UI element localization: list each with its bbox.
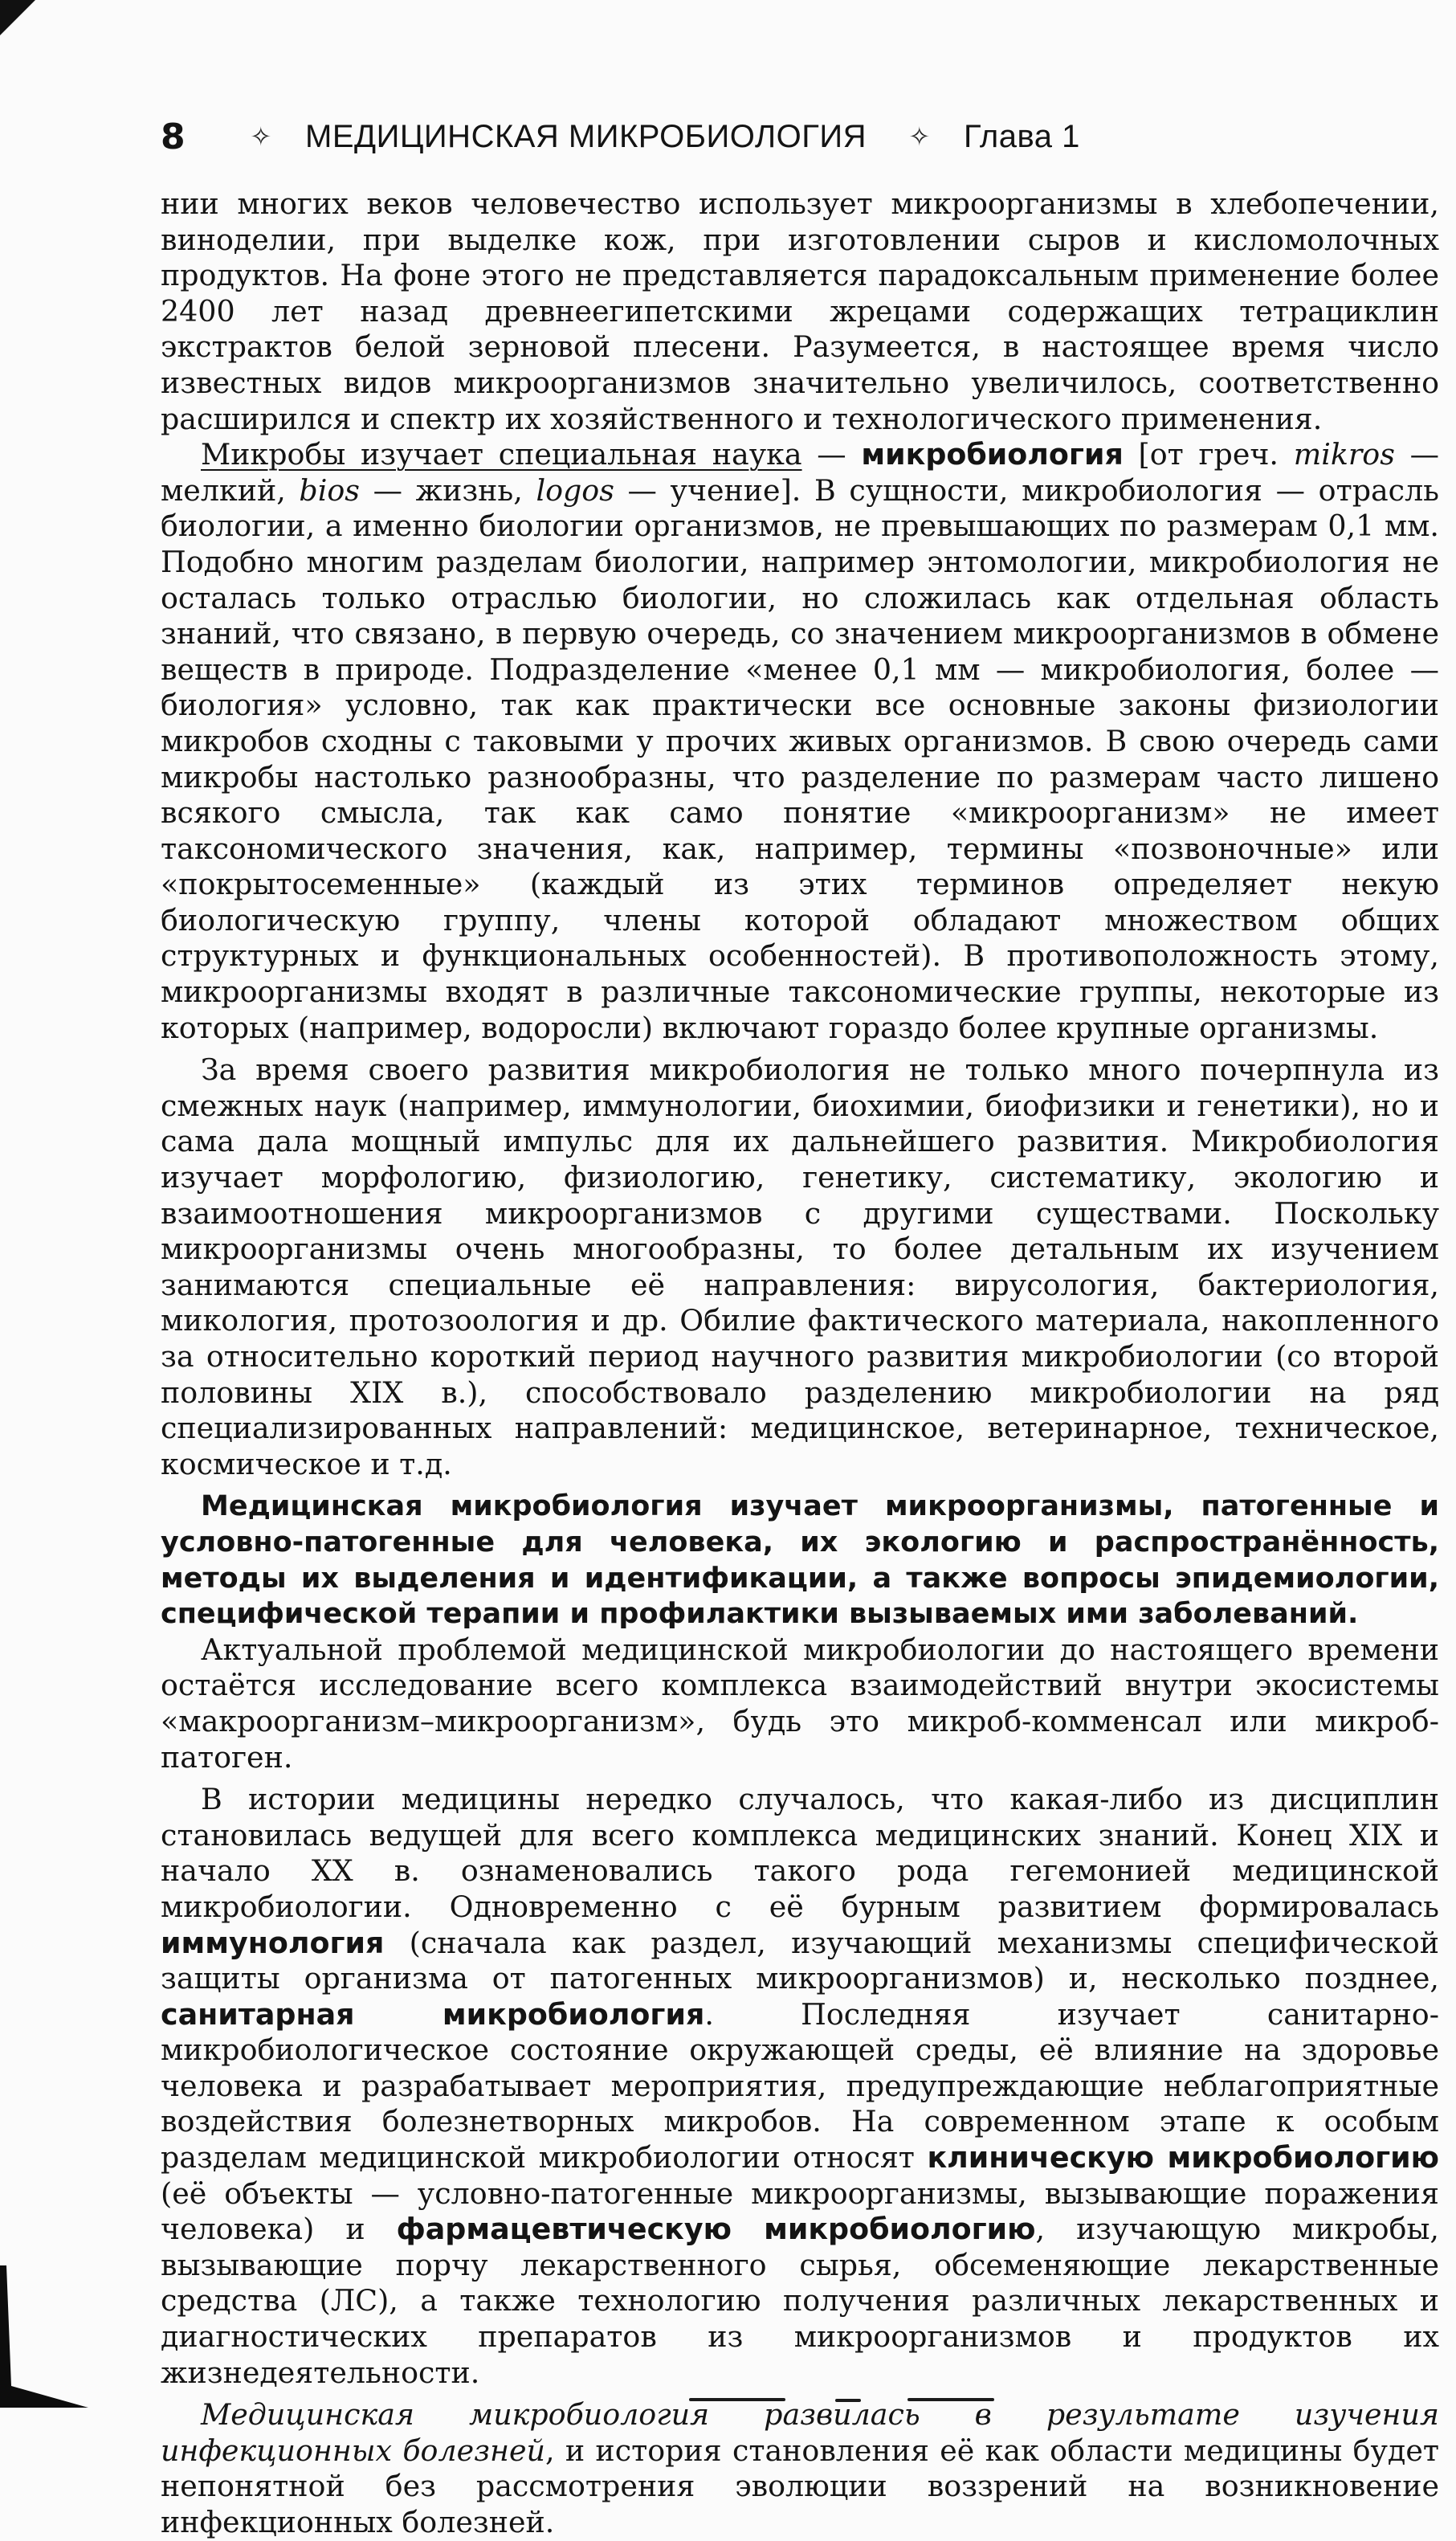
underlined-phrase: Микробы изучает специальная наука	[201, 437, 802, 472]
paragraph: За время своего развития микробиология не только много почерпнула из смежных наук (например, иммунологии, биохимии, биофизики и генетики), но и сама дала мощный импульс для их дальнейшего развития. Микробиология изучает морфологию, физиологию, генетику, систематику, экологию и взаимоотношения микроорганизмов с другими существами. Поскольку микроорганизмы очень многообразны, то более детальным их изучением занимаются специальные её направления: вирусология, бактериология, микология, протозоология и др. Обилие фактического материала, накопленного за относительно короткий период научного развития микробиологии (со второй половины XIX в.), способствовало разделению микробиологии на ряд специализированных направлений: медицинское, ветеринарное, техническое, космическое и т.д.	[161, 1052, 1439, 1481]
book-title: МЕДИЦИНСКАЯ МИКРОБИОЛОГИЯ	[305, 118, 867, 154]
key-term: санитарная микробиология	[161, 1996, 705, 2032]
greek-word: bios	[299, 472, 360, 508]
paragraph: В истории медицины нередко случалось, что какая-либо из дисциплин становилась ведущей для всего комплекса медицинских знаний. Конец XIX и начало XX в. ознаменовались такого рода гегемонией медицинской микробиологии. Одновременно с её бурным развитием формировалась иммунология (сначала как раздел, изучающий механизмы специфической защиты организма от патогенных микроорганизмов) и, несколько позднее, санитарная микробиология. Последняя изучает санитарно-микробиологическое состояние окружающей среды, её влияние на здоровье человека и разрабатывает мероприятия, предупреждающие неблагоприятные воздействия болезнетворных микробов. На современном этапе к особым разделам медицинской микробиологии относят клиническую микробиологию (её объекты — условно-патогенные микроорганизмы, вызывающие поражения человека) и фармацевтическую микробиологию, изучающую микробы, вызывающие порчу лекарственного сырья, обсеменяющие лекарственные средства (ЛС), а также технологию получения различных лекарственных и диагностических препаратов из микроорганизмов и продуктов их жизнедеятельности.	[161, 1782, 1440, 2390]
paragraph: Микробы изучает специальная наука — микробиология [от греч. mikros — мелкий, bios — жизнь, logos — учение]. В сущности, микробиология — отрасль биологии, а именно биологии организмов, не превышающих по размерам 0,1 мм. Подобно многим разделам биологии, например энтомологии, микробиология не осталась только отраслью биологии, но сложилась как отдельная область знаний, что связано, в первую очередь, со значением микроорганизмов в обмене веществ в природе. Подразделение «менее 0,1 мм — микробиология, более — биология» условно, так как практически все основные законы физиологии микробов сходны с таковыми у прочих живых организмов. В свою очередь сами микробы настолько разнообразны, что разделение по размерам часто лишено всякого смысла, так как само понятие «микроорганизм» не имеет таксономического значения, как, например, термины «позвоночные» или «покрытосеменные» (каждый из этих терминов определяет некую биологическую группу, члены которой обладают множеством общих структурных и функциональных особенностей). В противоположность этому, микроорганизмы входят в различные таксономические группы, некоторые из которых (например, водоросли) включают гораздо более крупные организмы.	[161, 437, 1439, 1045]
paragraph: Актуальной проблемой медицинской микробиологии до настоящего времени остаётся исследование всего комплекса взаимодействий внутри экосистемы «макроорганизм–микроорганизм», будь это микроб-комменсал или микроб-патоген.	[161, 1632, 1439, 1775]
key-term: микробиология	[861, 437, 1124, 472]
scan-edge-shadow	[0, 2265, 88, 2408]
italic-statement: Медицинская микробиология развилась в результате изучения инфекционных болезней	[161, 2397, 1439, 2468]
scan-corner-mark	[0, 0, 35, 35]
paragraph: Медицинская микробиология развилась в результате изучения инфекционных болезней, и история становления её как области медицины будет непонятной без рассмотрения эволюции воззрений на возникновение инфекционных болезней.	[161, 2397, 1440, 2539]
body-text	[161, 186, 1439, 2541]
key-term: клиническую микробиологию	[927, 2140, 1440, 2175]
greek-word: logos	[536, 472, 614, 508]
running-header	[161, 111, 1156, 162]
chapter-label: Глава 1	[964, 118, 1080, 154]
definition-paragraph: Медицинская микробиология изучает микроорганизмы, патогенные и условно-патогенные для человека, их экологию и распространённость, методы их выделения и идентификации, а также вопросы эпидемиологии, специфической терапии и профилактики вызываемых ими заболеваний.	[161, 1490, 1439, 1631]
diamond-ornament-icon: ✧	[250, 121, 272, 152]
key-term: фармацевтическую микробиологию	[396, 2212, 1036, 2247]
paragraph: нии многих веков человечество использует микроорганизмы в хлебопечении, виноделии, при выделке кож, при изготовлении сыров и кисломолочных продуктов. На фоне этого не представляется парадоксальным применение более 2400 лет назад древнеегипетскими жрецами содержащих тетрациклин экстрактов белой зерновой плесени. Разумеется, в настоящее время число известных видов микроорганизмов значительно увеличилось, соответственно расширился и спектр их хозяйственного и технологического применения.	[161, 186, 1439, 436]
page-number: 8	[161, 116, 186, 157]
key-term: иммунология	[161, 1925, 385, 1960]
greek-word: mikros	[1293, 437, 1395, 472]
diamond-ornament-icon: ✧	[908, 121, 931, 152]
